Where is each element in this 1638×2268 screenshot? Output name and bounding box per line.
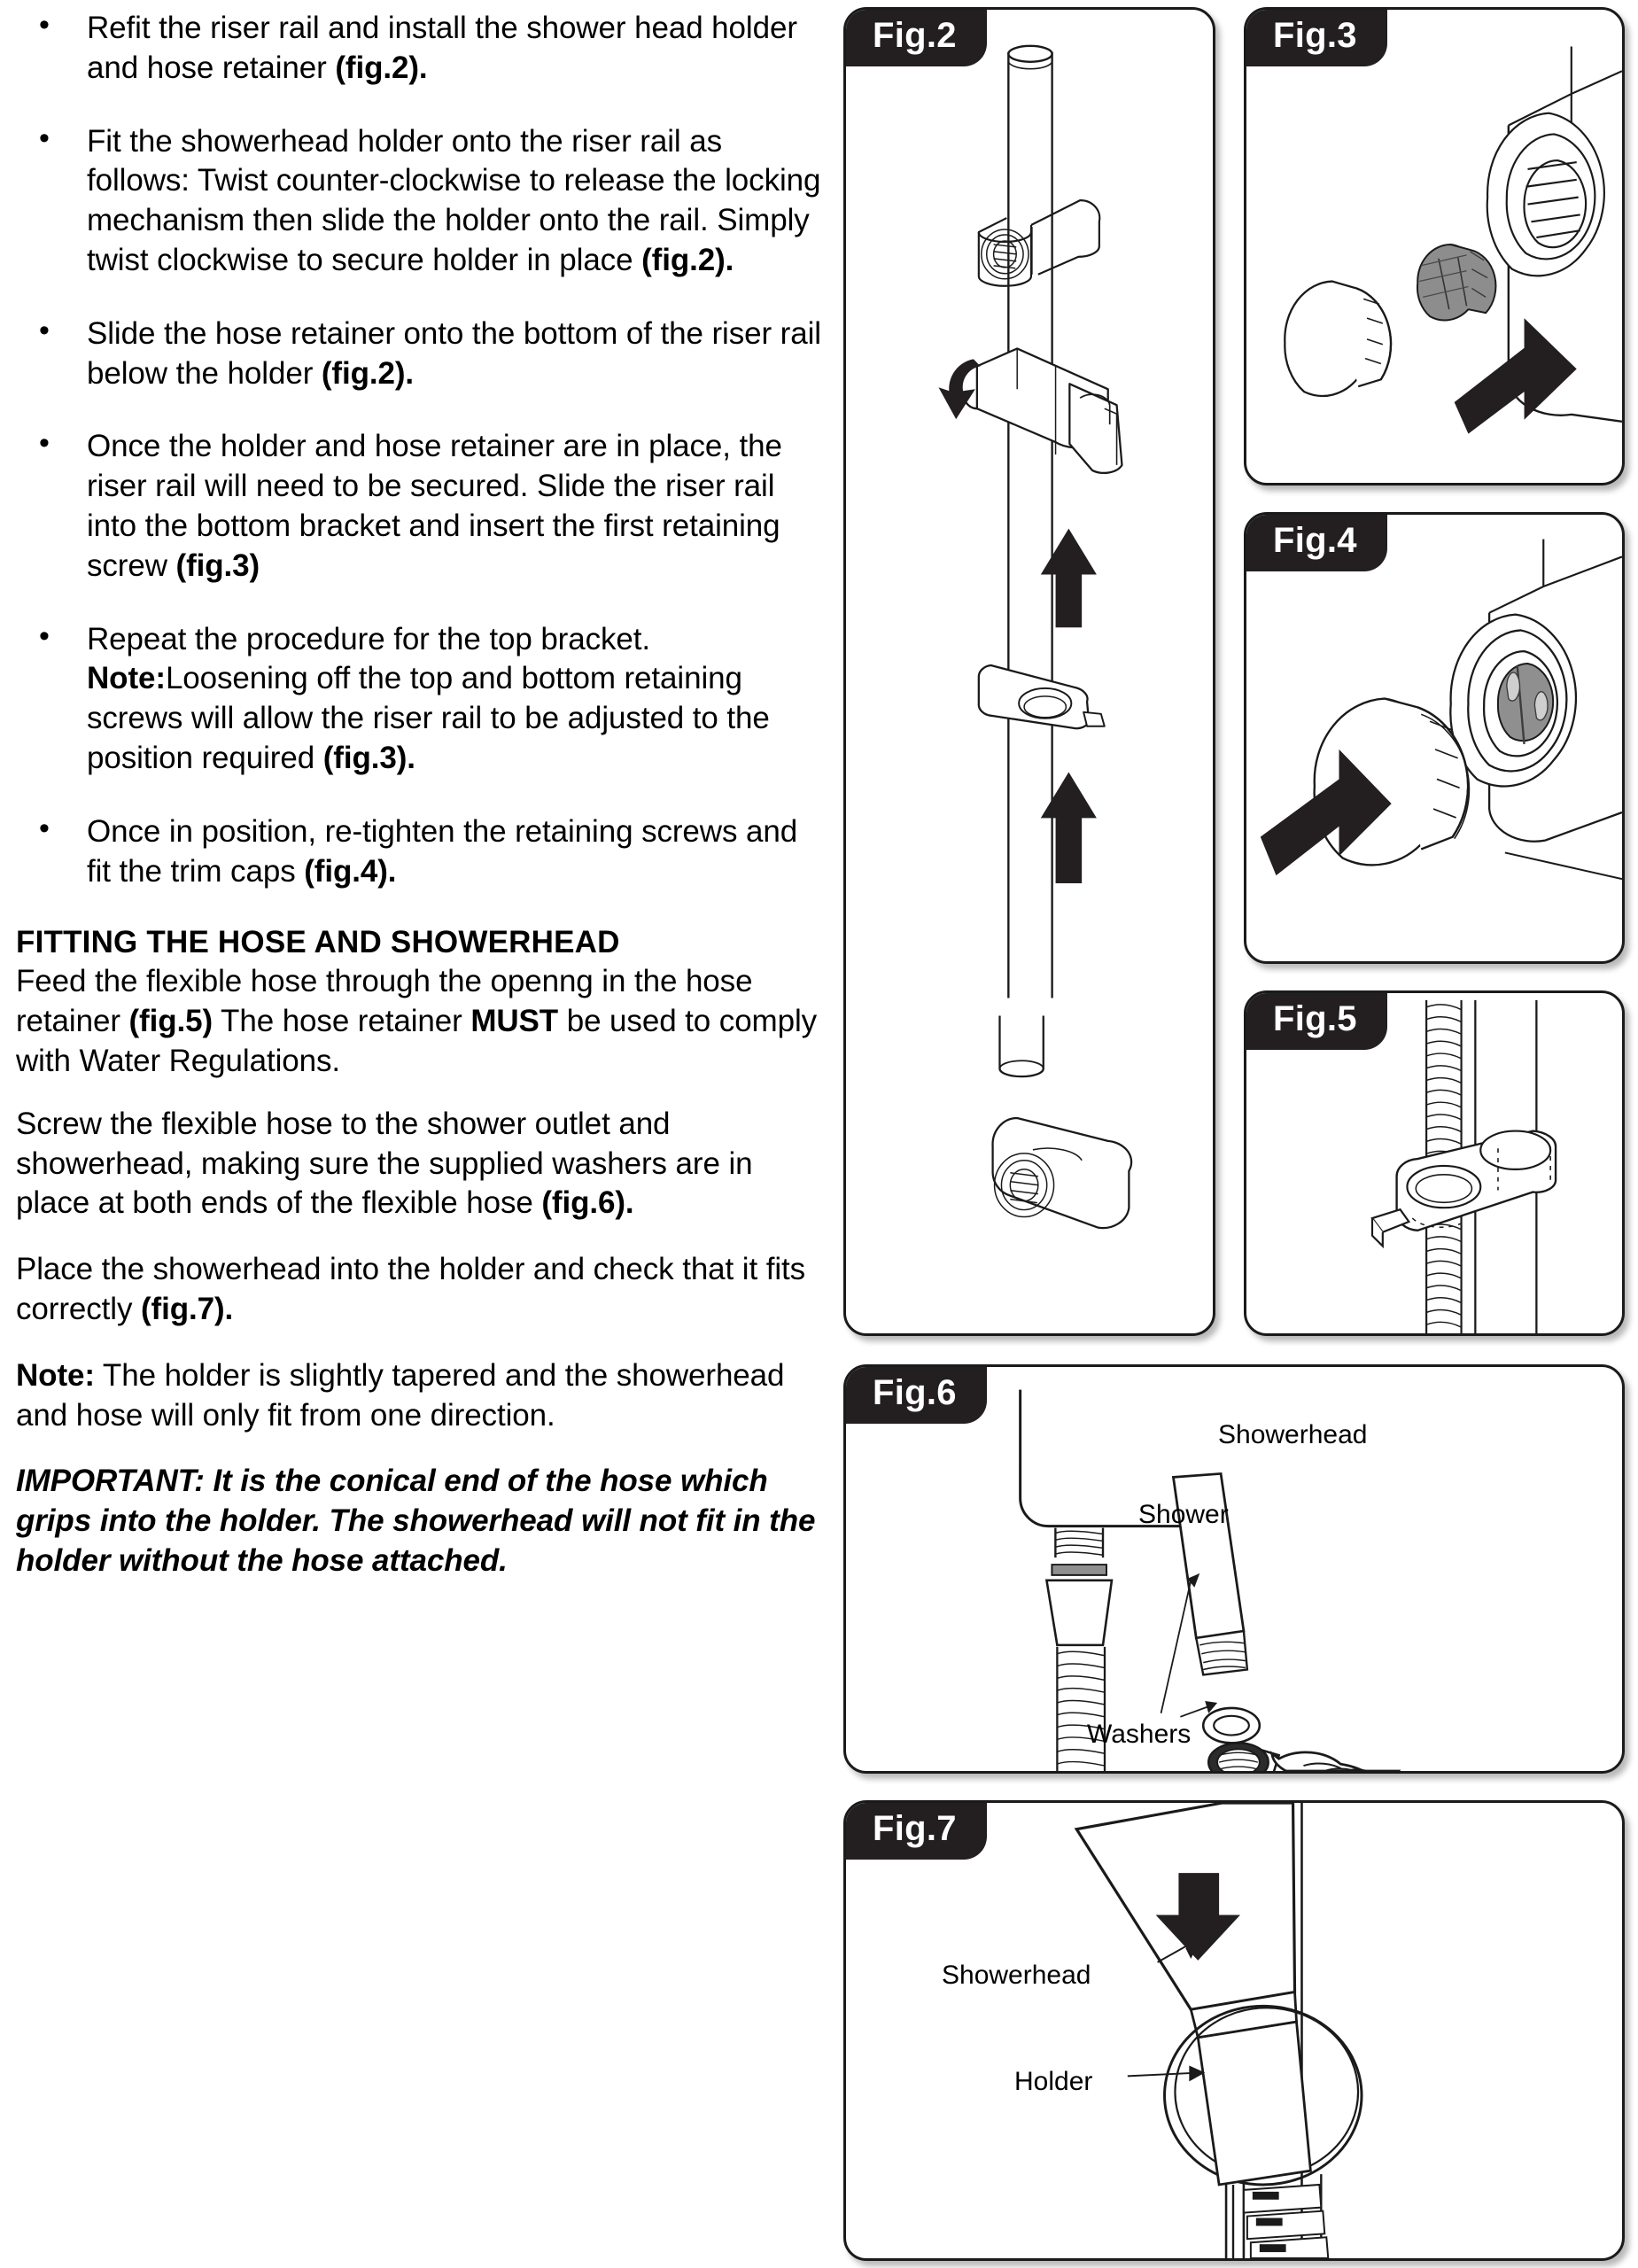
paragraph bbox=[16, 962, 822, 1081]
figure-panel-fig7 bbox=[843, 1800, 1625, 2261]
text-run: MUST bbox=[470, 1004, 559, 1039]
text-run: Once the holder and hose retainer are in place, the riser rail will need to be secured. Slide the riser rail into the bottom bracket and insert the first retaining screw bbox=[87, 429, 782, 583]
callout-holder-label: Holder bbox=[1014, 2067, 1093, 2096]
text-run: Note: bbox=[87, 661, 166, 696]
text-run: The hose retainer bbox=[213, 1004, 471, 1039]
text-run: It is the conical end of the hose which grips into the holder. The showerhead will not fit in the holder without the hose attached. bbox=[16, 1464, 816, 1578]
instruction-text-column bbox=[16, 9, 822, 1608]
bullet-item bbox=[16, 620, 822, 779]
text-run: Once in position, re-tighten the retaining screws and fit the trim caps bbox=[87, 813, 798, 889]
text-run: (fig.2). bbox=[641, 242, 734, 277]
figure-panel-fig2 bbox=[843, 7, 1215, 1336]
text-run: Fit the showerhead holder onto the riser rail as follows: Twist counter-clockwise to release the locking mechanism then slide the holder onto the rail. Simply twist clockwise to secure holder in place bbox=[87, 123, 821, 277]
figure-label-fig7: Fig.7 bbox=[843, 1800, 987, 1860]
instruction-bullet-list bbox=[16, 9, 822, 891]
twist-arrow-icon bbox=[938, 359, 980, 419]
figure-panel-fig4 bbox=[1244, 512, 1625, 964]
figure-artwork-fig4 bbox=[1246, 515, 1622, 961]
figure-artwork-fig3 bbox=[1246, 10, 1622, 483]
text-run: IMPORTANT: bbox=[16, 1464, 205, 1499]
text-run: be used to comply with Water Regulations. bbox=[16, 1004, 818, 1078]
figure-label-fig5: Fig.5 bbox=[1244, 990, 1387, 1050]
text-run: (fig.6). bbox=[541, 1185, 634, 1221]
figure-panel-fig3 bbox=[1244, 7, 1625, 485]
paragraph bbox=[16, 1250, 822, 1330]
text-run: (fig.3) bbox=[175, 548, 260, 583]
important-note bbox=[16, 1462, 822, 1581]
text-run: Screw the flexible hose to the shower outlet and showerhead, making sure the supplied washers are in place at both ends of the flexible hose bbox=[16, 1106, 753, 1221]
text-run: (fig.5) bbox=[128, 1004, 213, 1039]
text-run: (fig.2). bbox=[321, 355, 415, 391]
figure-panel-fig6 bbox=[843, 1364, 1625, 1774]
text-run: Refit the riser rail and install the shower head holder and hose retainer bbox=[87, 11, 797, 85]
text-run: Repeat the procedure for the top bracket. bbox=[87, 621, 651, 656]
text-run: (fig.2). bbox=[335, 50, 428, 85]
text-run: (fig.4). bbox=[304, 853, 397, 889]
bullet-item bbox=[16, 812, 822, 892]
paragraph bbox=[16, 1105, 822, 1223]
section-heading: FITTING THE HOSE AND SHOWERHEAD bbox=[16, 925, 620, 960]
insert-arrow-icon bbox=[1455, 318, 1577, 434]
callout-shower-label: Shower bbox=[1138, 1500, 1229, 1529]
text-run: (fig.7). bbox=[140, 1291, 234, 1326]
figure-label-fig3: Fig.3 bbox=[1244, 7, 1387, 66]
up-arrow-icon bbox=[1041, 529, 1097, 628]
callout-showerhead-label: Showerhead bbox=[942, 1961, 1091, 1990]
bullet-item bbox=[16, 122, 822, 281]
text-run: The holder is slightly tapered and the showerhead and hose will only fit from one direction. bbox=[16, 1357, 785, 1433]
figure-artwork-fig2 bbox=[846, 10, 1213, 1333]
text-run: (fig.3). bbox=[322, 740, 415, 775]
figure-panel-fig5 bbox=[1244, 990, 1625, 1336]
bullet-item bbox=[16, 9, 822, 89]
figure-label-fig2: Fig.2 bbox=[843, 7, 987, 66]
text-run: Place the showerhead into the holder and check that it fits correctly bbox=[16, 1252, 806, 1326]
bullet-item bbox=[16, 427, 822, 586]
figure-label-fig4: Fig.4 bbox=[1244, 512, 1387, 571]
text-run: Slide the hose retainer onto the bottom of the riser rail below the holder bbox=[87, 315, 821, 391]
bullet-item bbox=[16, 315, 822, 394]
callout-washers-label: Washers bbox=[1087, 1720, 1192, 1749]
figure-artwork-fig7 bbox=[846, 1803, 1622, 2258]
text-run: Feed the flexible hose through the openng in the hose retainer bbox=[16, 964, 753, 1039]
up-arrow-icon bbox=[1041, 773, 1097, 883]
paragraph bbox=[16, 1356, 822, 1436]
text-run: Note: bbox=[16, 1357, 95, 1393]
figure-label-fig6: Fig.6 bbox=[843, 1364, 987, 1424]
text-run: Loosening off the top and bottom retaining screws will allow the riser rail to be adjusted to the position required bbox=[87, 661, 770, 775]
callout-showerhead-label: Showerhead bbox=[1218, 1420, 1368, 1449]
